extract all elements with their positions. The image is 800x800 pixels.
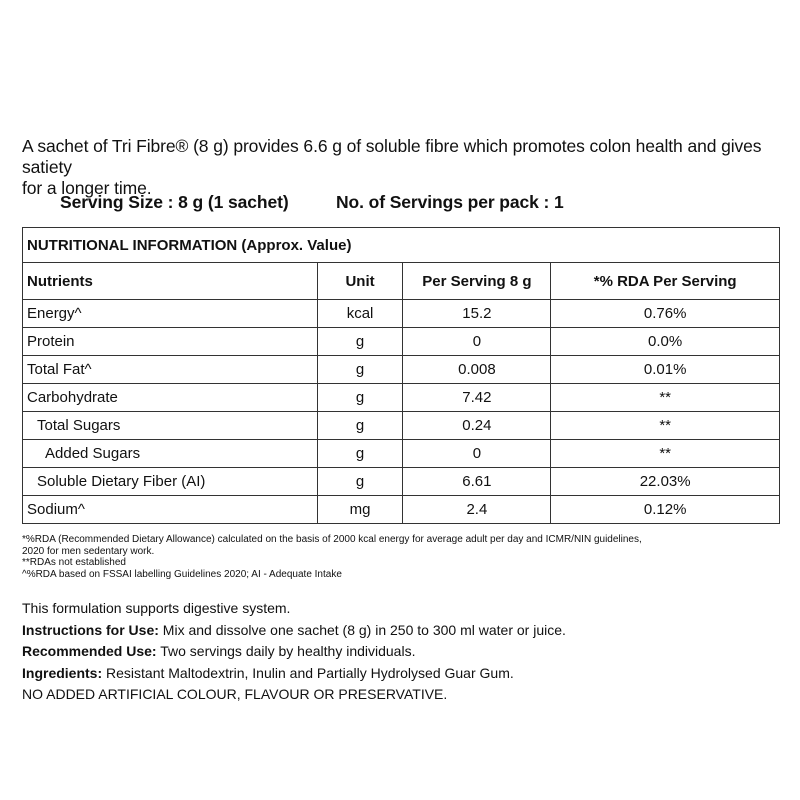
nutrient-rda: 0.01% [551,356,780,384]
footnote: *%RDA (Recommended Dietary Allowance) calculated on the basis of 2000 kcal energy for average adult per day and ICMR/NIN guidelines, [22,534,642,545]
nutrient-rda: 0.12% [551,496,780,524]
instructions [22,620,782,642]
header-nutrients: Nutrients [23,263,318,300]
nutrient-per-serving: 0.24 [403,412,551,440]
nutrient-unit: g [317,440,403,468]
nutrient-per-serving: 0 [403,440,551,468]
formulation-note: This formulation supports digestive system. [22,600,291,616]
nutrient-per-serving: 7.42 [403,384,551,412]
intro-text [22,136,792,199]
nutrient-rda: ** [551,384,780,412]
instructions-label: Instructions for Use: [22,621,159,638]
recommended-text: Two servings daily by healthy individuals. [156,643,416,659]
nutrient-name: Carbohydrate [23,384,318,412]
nutrient-per-serving: 0 [403,328,551,356]
nutrition-table [22,227,780,524]
table-row [23,496,780,524]
nutrient-name: Sodium^ [23,496,318,524]
nutrient-rda: ** [551,440,780,468]
no-added-notice: NO ADDED ARTIFICIAL COLOUR, FLAVOUR OR PRESERVATIVE. [22,686,448,702]
nutrient-name: Total Sugars [23,412,318,440]
header-rda: *% RDA Per Serving [551,263,780,300]
nutrient-per-serving: 15.2 [403,300,551,328]
nutrient-unit: g [317,412,403,440]
table-row [23,412,780,440]
footnote: ^%RDA based on FSSAI labelling Guidelines 2020; AI - Adequate Intake [22,568,342,580]
nutrient-unit: g [317,384,403,412]
header-unit: Unit [317,263,403,300]
nutrient-rda: 0.76% [551,300,780,328]
table-row [23,384,780,412]
table-title: NUTRITIONAL INFORMATION (Approx. Value) [23,228,780,263]
product-details [22,598,782,706]
nutrient-name: Energy^ [23,300,318,328]
header-per-serving: Per Serving 8 g [403,263,551,300]
ingredients-label: Ingredients: [22,664,103,681]
nutrient-unit: kcal [317,300,403,328]
nutrient-unit: mg [317,496,403,524]
nutrient-rda: 0.0% [551,328,780,356]
intro-line-2: for a longer time. [22,178,152,198]
instructions-text: Mix and dissolve one sachet (8 g) in 250 to 300 ml water or juice. [158,621,566,638]
nutrient-name: Protein [23,328,318,356]
servings-per-pack: No. of Servings per pack : 1 [336,192,564,212]
nutrient-name: Total Fat^ [23,356,318,384]
recommended-label: Recommended Use: [22,643,157,659]
nutrient-name: Soluble Dietary Fiber (AI) [23,468,318,496]
nutrient-unit: g [317,356,403,384]
nutrient-unit: g [317,468,403,496]
table-row [23,300,780,328]
nutrient-rda: 22.03% [551,468,780,496]
nutrient-per-serving: 2.4 [403,496,551,524]
ingredients-text: Resistant Maltodextrin, Inulin and Partially Hydrolysed Guar Gum. [102,664,514,681]
footnote: **RDAs not established [22,557,126,568]
serving-size: Serving Size : 8 g (1 sachet) [60,192,289,212]
ingredients [22,663,782,685]
nutrient-unit: g [317,328,403,356]
nutrient-name: Added Sugars [23,440,318,468]
footnote: 2020 for men sedentary work. [22,545,155,557]
table-row [23,356,780,384]
recommended-use [22,641,782,663]
nutrient-per-serving: 6.61 [403,468,551,496]
footnotes [22,534,782,580]
nutrient-rda: ** [551,412,780,440]
table-row [23,468,780,496]
table-row [23,328,780,356]
nutrient-per-serving: 0.008 [403,356,551,384]
table-row [23,440,780,468]
intro-line-1: A sachet of Tri Fibre® (8 g) provides 6.6 g of soluble fibre which promotes colon health and gives satiety [22,136,762,177]
